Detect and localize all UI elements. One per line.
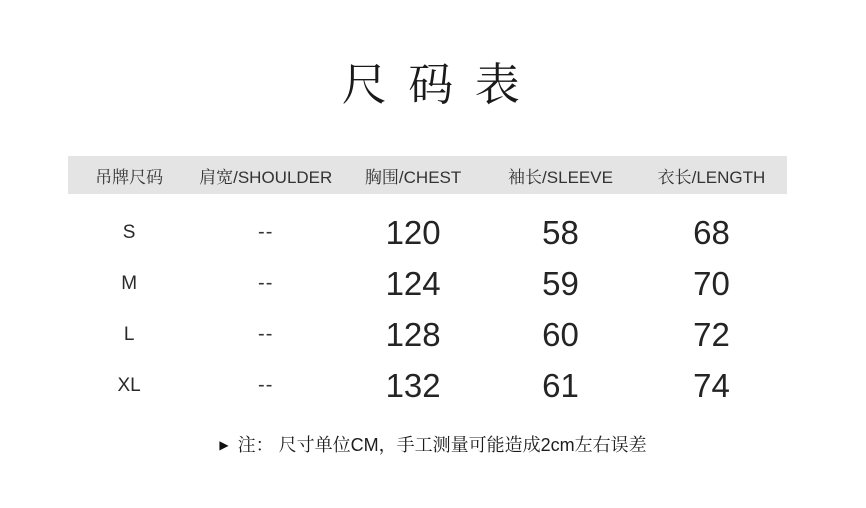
measurement-note [0,432,866,459]
table-row-l [68,309,787,360]
cell-length: 70 [693,264,730,302]
table-header-row [68,156,787,194]
cell-size: XL [117,374,141,396]
cell-shoulder: -- [258,221,274,243]
note-marker-icon: ▶ [219,438,229,452]
cell-shoulder: -- [258,272,274,294]
cell-shoulder: -- [258,323,274,345]
table-row-m [68,258,787,309]
cell-length: 68 [693,213,730,251]
cell-chest: 132 [385,366,441,404]
cell-size: L [123,323,135,345]
size-table [68,156,787,411]
cell-chest: 120 [385,213,441,251]
header-sleeve: 袖长/SLEEVE [508,167,613,187]
cell-sleeve: 60 [542,315,579,353]
header-shoulder: 肩宽/SHOULDER [199,167,333,187]
table-row-xl [68,360,787,411]
table-row-s [68,207,787,258]
header-length: 衣长/LENGTH [657,167,766,187]
table-body [68,207,787,411]
note-text: 注： 尺寸单位CM，手工测量可能造成2cm左右误差 [237,435,647,455]
cell-chest: 124 [385,264,441,302]
cell-sleeve: 61 [542,366,579,404]
cell-sleeve: 59 [542,264,579,302]
header-tag-size: 吊牌尺码 [95,167,164,187]
page-title: 尺 码 表 [341,59,525,110]
header-chest: 胸围/CHEST [364,167,462,187]
cell-size: S [122,221,136,243]
cell-length: 74 [693,366,730,404]
cell-sleeve: 58 [542,213,579,251]
cell-size: M [121,272,138,294]
cell-chest: 128 [385,315,441,353]
cell-length: 72 [693,315,730,353]
cell-shoulder: -- [258,374,274,396]
